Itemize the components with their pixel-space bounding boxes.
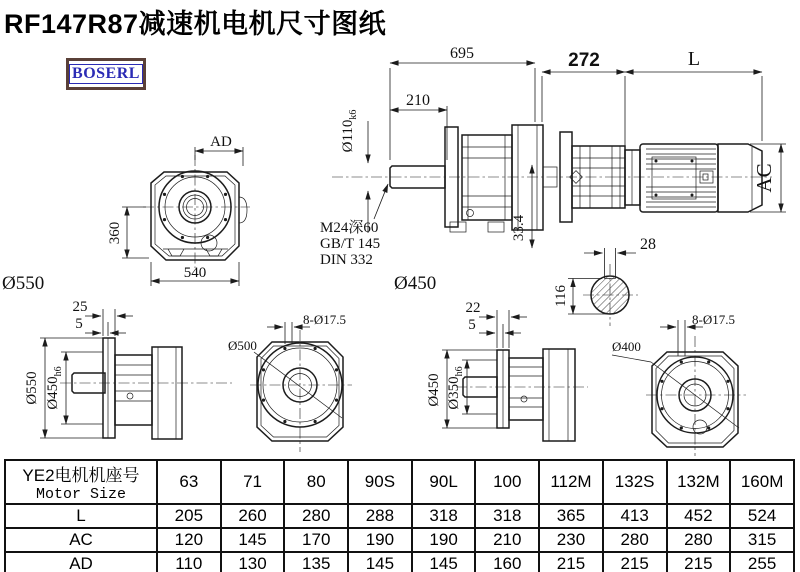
dim-5b: 5 (468, 317, 476, 333)
flange-550-side-view (24, 299, 232, 439)
cell: 170 (284, 528, 348, 552)
cell: 260 (221, 504, 285, 528)
cell: 230 (539, 528, 603, 552)
size-col-0: 63 (157, 460, 221, 504)
cell: 413 (603, 504, 667, 528)
table-header-cn: YE2电机机座号 (22, 466, 140, 485)
cell: 110 (157, 552, 221, 572)
cell: 215 (667, 552, 731, 572)
cell: 280 (603, 528, 667, 552)
cell: 452 (667, 504, 731, 528)
dim-AC: AC (752, 163, 776, 193)
dim-28: 28 (640, 236, 656, 253)
cell: 130 (221, 552, 285, 572)
cell: 288 (348, 504, 412, 528)
cell: 210 (475, 528, 539, 552)
cell: 255 (730, 552, 794, 572)
cell: 190 (348, 528, 412, 552)
cell: 145 (412, 552, 476, 572)
gearbox-side-view (320, 45, 614, 294)
cell: 160 (475, 552, 539, 572)
row-label-AD: AD (5, 552, 157, 572)
table-header-en: Motor Size (35, 486, 126, 503)
cell: 215 (539, 552, 603, 572)
dim-shaft-diameter: $Ø110_{k6}$ (340, 109, 359, 153)
dim-210: 210 (406, 92, 430, 109)
note-tap-size: M24深60 (320, 220, 379, 236)
label-d550: Ø550 (2, 273, 45, 294)
dim-bolt-holes-2: 8-Ø17.5 (692, 312, 735, 327)
cell: 120 (157, 528, 221, 552)
table-header-row (5, 460, 794, 504)
dim-d350h6: $Ø350_{h6}$ (446, 366, 465, 410)
label-d500: Ø500 (228, 338, 257, 353)
dim-360: 360 (107, 221, 123, 245)
flange-500-front-view (228, 312, 352, 452)
table-row-AD (5, 552, 794, 572)
table-header-cell (5, 460, 157, 504)
size-col-7: 132S (603, 460, 667, 504)
dim-d550: Ø550 (24, 371, 40, 405)
size-col-9: 160M (730, 460, 794, 504)
cell: 280 (284, 504, 348, 528)
page-title: RF147R87减速机电机尺寸图纸 (4, 9, 387, 39)
table-row-AC (5, 528, 794, 552)
motor-side-view (542, 48, 786, 222)
dim-5: 5 (75, 316, 83, 332)
size-col-4: 90L (412, 460, 476, 504)
cell: 315 (730, 528, 794, 552)
size-col-1: 71 (221, 460, 285, 504)
row-label-AC: AC (5, 528, 157, 552)
cell: 318 (412, 504, 476, 528)
shaft-section-view (553, 236, 656, 326)
cell: 318 (475, 504, 539, 528)
label-d450: Ø450 (394, 273, 437, 294)
cell: 145 (348, 552, 412, 572)
size-col-5: 100 (475, 460, 539, 504)
size-col-2: 80 (284, 460, 348, 504)
dim-33-4: 33.4 (511, 214, 527, 242)
dim-bolt-holes: 8-Ø17.5 (303, 312, 346, 327)
cell: 205 (157, 504, 221, 528)
cell: 135 (284, 552, 348, 572)
dim-25: 25 (72, 299, 88, 315)
dim-22: 22 (465, 300, 481, 316)
boserl-logo-text: BOSERL (69, 64, 143, 84)
cell: 524 (730, 504, 794, 528)
dim-540: 540 (183, 265, 207, 281)
dim-ad: AD (210, 134, 232, 150)
cell: 215 (603, 552, 667, 572)
table-row-L (5, 504, 794, 528)
size-col-8: 132M (667, 460, 731, 504)
label-d400: Ø400 (612, 339, 641, 354)
note-gbt145: GB/T 145 (320, 236, 381, 252)
dim-695: 695 (450, 45, 474, 62)
cell: 190 (412, 528, 476, 552)
note-din332: DIN 332 (320, 252, 373, 268)
dim-d450: Ø450 (426, 373, 442, 407)
dim-116: 116 (553, 285, 569, 307)
gearbox-front-view (2, 134, 250, 294)
dim-d450h6: $Ø450_{h6}$ (45, 366, 64, 410)
motor-size-table (4, 459, 795, 572)
size-col-3: 90S (348, 460, 412, 504)
dim-272: 272 (568, 50, 600, 71)
cell: 280 (667, 528, 731, 552)
size-col-6: 112M (539, 460, 603, 504)
flange-400-front-view (612, 312, 746, 456)
cell: 145 (221, 528, 285, 552)
row-label-L: L (5, 504, 157, 528)
flange-450-side-view (426, 300, 588, 441)
cell: 365 (539, 504, 603, 528)
dim-L: L (687, 48, 701, 70)
